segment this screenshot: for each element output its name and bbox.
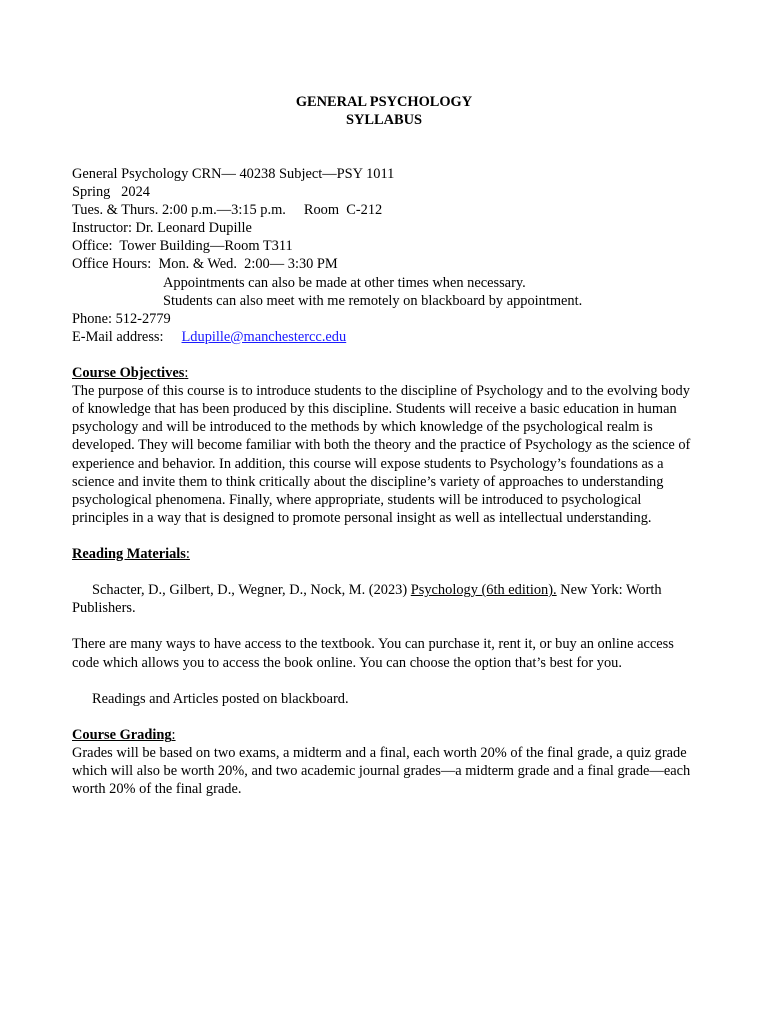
- spacer: [72, 563, 698, 581]
- heading-colon: :: [184, 365, 189, 382]
- title-line-1: GENERAL PSYCHOLOGY: [295, 94, 473, 110]
- course-grading-heading-text: Course Grading: [72, 726, 172, 743]
- course-objectives-section: [72, 364, 698, 527]
- office-hours-line: Office Hours: Mon. & Wed. 2:00— 3:30 PM: [72, 256, 338, 273]
- office-line: Office: Tower Building—Room T311: [72, 238, 293, 255]
- spacer: [72, 672, 698, 690]
- reading-materials-section: [72, 545, 698, 708]
- blackboard-readings-text: Readings and Articles posted on blackboard.: [92, 690, 349, 707]
- spacer: [72, 346, 698, 364]
- course-grading-heading: [72, 726, 698, 744]
- textbook-access-text: There are many ways to have access to the textbook. You can purchase it, rent it, or buy an online access code which allows you to access the book online. You can choose the option that’s best for you.: [72, 636, 674, 671]
- course-grading-body: Grades will be based on two exams, a midterm and a final, each worth 20% of the final grade, a quiz grade which will also be worth 20%, and two academic journal grades—a midterm grade and a final grade—each worth 20% of the final grade.: [72, 745, 691, 798]
- course-grading-section: [72, 726, 698, 798]
- spacer: [72, 527, 698, 545]
- reading-materials-heading-text: Reading Materials: [72, 545, 186, 562]
- spacer: [72, 129, 698, 165]
- title-line-2: SYLLABUS: [346, 112, 422, 128]
- crn-line: General Psychology CRN— 40238 Subject—PSY 1011: [72, 166, 395, 182]
- heading-colon: :: [171, 726, 176, 743]
- citation-authors: Schacter, D., Gilbert, D., Wegner, D., Nock, M. (2023): [92, 582, 411, 599]
- course-objectives-body: The purpose of this course is to introduce students to the discipline of Psychology and to the evolving body of knowledge that has been produced by this discipline. Students will receive a basic education in human psychology and will be introduced to the methods by which knowledge of the psychological realm is developed. They will become familiar with both the theory and the practice of Psychology as the science of experience and behavior. In addition, this course will expose students to Psychology’s foundations as a science and invite them to think critically about the discipline’s variety of approaches to understanding psychological phenomena. Finally, where appropriate, students will be introduced to psychological principles in a way that is designed to promote personal insight as well as intellectual understanding.: [72, 383, 691, 526]
- document-title: [72, 93, 696, 129]
- course-objectives-heading: [72, 364, 698, 382]
- remote-meeting-line: Students can also meet with me remotely on blackboard by appointment.: [163, 292, 583, 309]
- syllabus-page: [72, 93, 698, 798]
- email-label: E-Mail address:: [72, 328, 182, 345]
- spacer: [72, 617, 698, 635]
- email-link[interactable]: Ldupille@manchestercc.edu: [181, 328, 347, 345]
- course-info-block: [72, 165, 698, 346]
- heading-colon: :: [185, 545, 190, 562]
- phone-line: Phone: 512-2779: [72, 310, 171, 327]
- citation-title: Psychology (6th edition).: [410, 582, 557, 599]
- textbook-citation: [72, 581, 698, 617]
- appointments-line: Appointments can also be made at other times when necessary.: [163, 274, 526, 291]
- email-line: [72, 328, 698, 346]
- term-line: Spring 2024: [72, 184, 150, 201]
- spacer: [72, 708, 698, 726]
- citation-publisher: New York: Worth Publishers.: [72, 582, 662, 617]
- reading-materials-heading: [72, 545, 698, 563]
- schedule-line: Tues. & Thurs. 2:00 p.m.—3:15 p.m. Room C-212: [72, 202, 383, 219]
- course-objectives-heading-text: Course Objectives: [72, 365, 185, 382]
- instructor-line: Instructor: Dr. Leonard Dupille: [72, 220, 252, 237]
